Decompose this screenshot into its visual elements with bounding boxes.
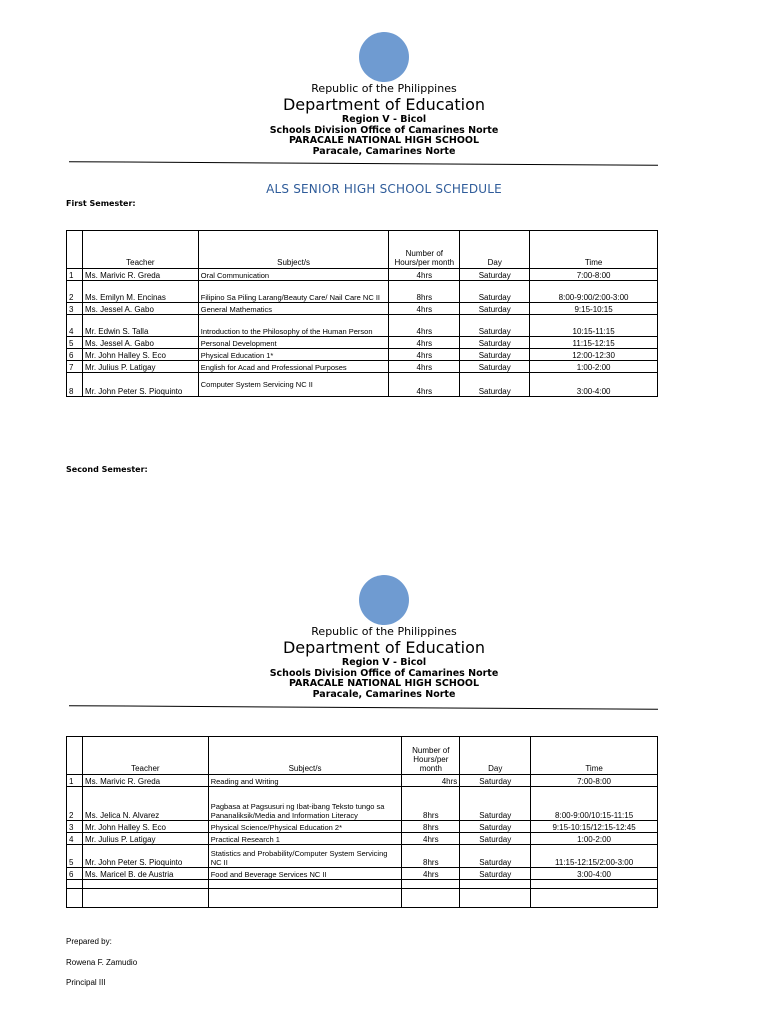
hours-cell: 8hrs bbox=[402, 787, 460, 821]
hours-cell: 8hrs bbox=[389, 281, 460, 303]
table-row bbox=[67, 833, 658, 845]
table-row bbox=[67, 880, 658, 889]
empty-cell bbox=[531, 880, 658, 889]
time-cell: 9:15-10:15/12:15-12:45 bbox=[531, 821, 658, 833]
row-number: 1 bbox=[67, 775, 83, 787]
division-line: Schools Division Office of Camarines Norte bbox=[269, 124, 499, 136]
header-divider bbox=[69, 705, 658, 710]
day-cell: Saturday bbox=[460, 315, 530, 337]
hours-cell: 4hrs bbox=[389, 373, 460, 397]
table-row bbox=[67, 361, 658, 373]
col-teacher-header: Teacher bbox=[82, 231, 198, 269]
time-cell: 11:15-12:15/2:00-3:00 bbox=[531, 845, 658, 868]
teacher-cell: Mr. Julius P. Latigay bbox=[82, 833, 208, 845]
preparer-position: Principal III bbox=[66, 978, 106, 987]
row-number: 6 bbox=[67, 868, 83, 880]
row-number: 1 bbox=[67, 269, 83, 281]
row-number: 2 bbox=[67, 787, 83, 821]
col-teacher-header: Teacher bbox=[82, 737, 208, 775]
page-title: ALS SENIOR HIGH SCHOOL SCHEDULE bbox=[266, 182, 502, 196]
hours-cell: 4hrs bbox=[389, 337, 460, 349]
time-cell: 1:00-2:00 bbox=[531, 833, 658, 845]
hours-cell: 4hrs bbox=[389, 303, 460, 315]
empty-cell bbox=[460, 889, 531, 908]
row-number: 5 bbox=[67, 337, 83, 349]
preparer-name: Rowena F. Zamudio bbox=[66, 958, 138, 967]
day-cell: Saturday bbox=[460, 303, 530, 315]
teacher-cell: Ms. Maricel B. de Austria bbox=[82, 868, 208, 880]
letterhead bbox=[0, 82, 768, 157]
row-number: 2 bbox=[67, 281, 83, 303]
teacher-cell: Mr. John Peter S. Pioquinto bbox=[82, 373, 198, 397]
table-row bbox=[67, 787, 658, 821]
teacher-cell: Mr. John Halley S. Eco bbox=[82, 349, 198, 361]
table-row bbox=[67, 775, 658, 787]
time-cell: 7:00-8:00 bbox=[531, 775, 658, 787]
col-hours-header: Number of Hours/per month bbox=[402, 737, 460, 775]
republic-line: Republic of the Philippines bbox=[311, 82, 457, 95]
col-time-header: Time bbox=[530, 231, 658, 269]
time-cell: 3:00-4:00 bbox=[530, 373, 658, 397]
row-number: 3 bbox=[67, 821, 83, 833]
col-day-header: Day bbox=[460, 231, 530, 269]
table-row bbox=[67, 845, 658, 868]
table-row bbox=[67, 281, 658, 303]
row-number: 8 bbox=[67, 373, 83, 397]
time-cell: 11:15-12:15 bbox=[530, 337, 658, 349]
school-line: PARACALE NATIONAL HIGH SCHOOL bbox=[288, 678, 480, 689]
col-day-header: Day bbox=[460, 737, 531, 775]
subject-cell: Computer System Servicing NC II bbox=[198, 373, 389, 397]
hours-cell: 4hrs bbox=[389, 269, 460, 281]
col-hours-header: Number of Hours/per month bbox=[389, 231, 460, 269]
teacher-cell: Mr. John Peter S. Pioquinto bbox=[82, 845, 208, 868]
hours-cell: 4hrs bbox=[389, 315, 460, 337]
table-header-row bbox=[67, 737, 658, 775]
empty-cell bbox=[531, 889, 658, 908]
time-cell: 3:00-4:00 bbox=[531, 868, 658, 880]
hours-cell: 4hrs bbox=[402, 868, 460, 880]
deped-seal bbox=[359, 32, 409, 82]
empty-cell bbox=[460, 880, 531, 889]
col-num-header bbox=[67, 231, 83, 269]
teacher-cell: Ms. Marivic R. Greda bbox=[82, 269, 198, 281]
subject-cell: Statistics and Probability/Computer System Servicing NC II bbox=[208, 845, 402, 868]
second-semester-label: Second Semester: bbox=[66, 465, 148, 474]
division-line: Schools Division Office of Camarines Norte bbox=[269, 667, 499, 679]
hours-cell: 8hrs bbox=[402, 821, 460, 833]
day-cell: Saturday bbox=[460, 281, 530, 303]
subject-cell: Personal Development bbox=[198, 337, 389, 349]
prepared-by-label: Prepared by: bbox=[66, 937, 112, 946]
time-cell: 7:00-8:00 bbox=[530, 269, 658, 281]
teacher-cell: Mr. Julius P. Latigay bbox=[82, 361, 198, 373]
empty-cell bbox=[208, 880, 402, 889]
day-cell: Saturday bbox=[460, 349, 530, 361]
hours-cell: 4hrs bbox=[389, 361, 460, 373]
subject-cell: Reading and Writing bbox=[208, 775, 402, 787]
table-row bbox=[67, 303, 658, 315]
deped-seal bbox=[359, 575, 409, 625]
col-num-header bbox=[67, 737, 83, 775]
day-cell: Saturday bbox=[460, 821, 531, 833]
day-cell: Saturday bbox=[460, 868, 531, 880]
empty-cell bbox=[402, 880, 460, 889]
table-row bbox=[67, 337, 658, 349]
teacher-cell: Mr. John Halley S. Eco bbox=[82, 821, 208, 833]
table-row bbox=[67, 349, 658, 361]
subject-cell: Pagbasa at Pagsusuri ng Ibat-ibang Teksto tungo sa Pananaliksik/Media and Information Literacy bbox=[208, 787, 402, 821]
subject-cell: Introduction to the Philosophy of the Human Person bbox=[198, 315, 389, 337]
empty-cell bbox=[402, 889, 460, 908]
subject-cell: Physical Education 1* bbox=[198, 349, 389, 361]
subject-cell: Practical Research 1 bbox=[208, 833, 402, 845]
subject-cell: Filipino Sa Piling Larang/Beauty Care/ Nail Care NC II bbox=[198, 281, 389, 303]
col-subjects-header: Subject/s bbox=[208, 737, 402, 775]
subject-cell: Food and Beverage Services NC II bbox=[208, 868, 402, 880]
address-line: Paracale, Camarines Norte bbox=[312, 145, 456, 157]
day-cell: Saturday bbox=[460, 269, 530, 281]
address-line: Paracale, Camarines Norte bbox=[312, 688, 456, 700]
republic-line: Republic of the Philippines bbox=[311, 625, 457, 638]
table-header-row bbox=[67, 231, 658, 269]
day-cell: Saturday bbox=[460, 373, 530, 397]
row-number: 3 bbox=[67, 303, 83, 315]
empty-cell bbox=[67, 880, 83, 889]
teacher-cell: Ms. Jessel A. Gabo bbox=[82, 303, 198, 315]
hours-cell: 4hrs bbox=[389, 349, 460, 361]
table-row bbox=[67, 315, 658, 337]
header-divider bbox=[69, 161, 658, 166]
second-semester-table bbox=[66, 736, 658, 908]
letterhead bbox=[0, 625, 768, 700]
table-row bbox=[67, 821, 658, 833]
table-row bbox=[67, 889, 658, 908]
subject-cell: Oral Communication bbox=[198, 269, 389, 281]
teacher-cell: Ms. Marivic R. Greda bbox=[82, 775, 208, 787]
first-semester-label: First Semester: bbox=[66, 199, 136, 208]
time-cell: 10:15-11:15 bbox=[530, 315, 658, 337]
empty-cell bbox=[82, 880, 208, 889]
col-subjects-header: Subject/s bbox=[198, 231, 389, 269]
teacher-cell: Mr. Edwin S. Talla bbox=[82, 315, 198, 337]
row-number: 4 bbox=[67, 833, 83, 845]
day-cell: Saturday bbox=[460, 361, 530, 373]
table-row bbox=[67, 868, 658, 880]
empty-cell bbox=[67, 889, 83, 908]
time-cell: 9:15-10:15 bbox=[530, 303, 658, 315]
region-line: Region V - Bicol bbox=[341, 114, 427, 125]
hours-cell: 4hrs bbox=[402, 775, 460, 787]
day-cell: Saturday bbox=[460, 787, 531, 821]
department-line: Department of Education bbox=[282, 95, 486, 114]
time-cell: 12:00-12:30 bbox=[530, 349, 658, 361]
table-row bbox=[67, 373, 658, 397]
hours-cell: 4hrs bbox=[402, 833, 460, 845]
subject-cell: English for Acad and Professional Purposes bbox=[198, 361, 389, 373]
region-line: Region V - Bicol bbox=[341, 657, 427, 668]
day-cell: Saturday bbox=[460, 775, 531, 787]
time-cell: 8:00-9:00/2:00-3:00 bbox=[530, 281, 658, 303]
empty-cell bbox=[208, 889, 402, 908]
day-cell: Saturday bbox=[460, 337, 530, 349]
empty-cell bbox=[82, 889, 208, 908]
row-number: 7 bbox=[67, 361, 83, 373]
col-time-header: Time bbox=[531, 737, 658, 775]
department-line: Department of Education bbox=[282, 638, 486, 657]
first-semester-table bbox=[66, 230, 658, 397]
row-number: 6 bbox=[67, 349, 83, 361]
subject-cell: General Mathematics bbox=[198, 303, 389, 315]
day-cell: Saturday bbox=[460, 833, 531, 845]
teacher-cell: Ms. Jessel A. Gabo bbox=[82, 337, 198, 349]
teacher-cell: Ms. Jelica N. Alvarez bbox=[82, 787, 208, 821]
school-line: PARACALE NATIONAL HIGH SCHOOL bbox=[288, 135, 480, 146]
table-row bbox=[67, 269, 658, 281]
row-number: 4 bbox=[67, 315, 83, 337]
day-cell: Saturday bbox=[460, 845, 531, 868]
row-number: 5 bbox=[67, 845, 83, 868]
time-cell: 8:00-9:00/10:15-11:15 bbox=[531, 787, 658, 821]
hours-cell: 8hrs bbox=[402, 845, 460, 868]
teacher-cell: Ms. Emilyn M. Encinas bbox=[82, 281, 198, 303]
subject-cell: Physical Science/Physical Education 2* bbox=[208, 821, 402, 833]
time-cell: 1:00-2:00 bbox=[530, 361, 658, 373]
